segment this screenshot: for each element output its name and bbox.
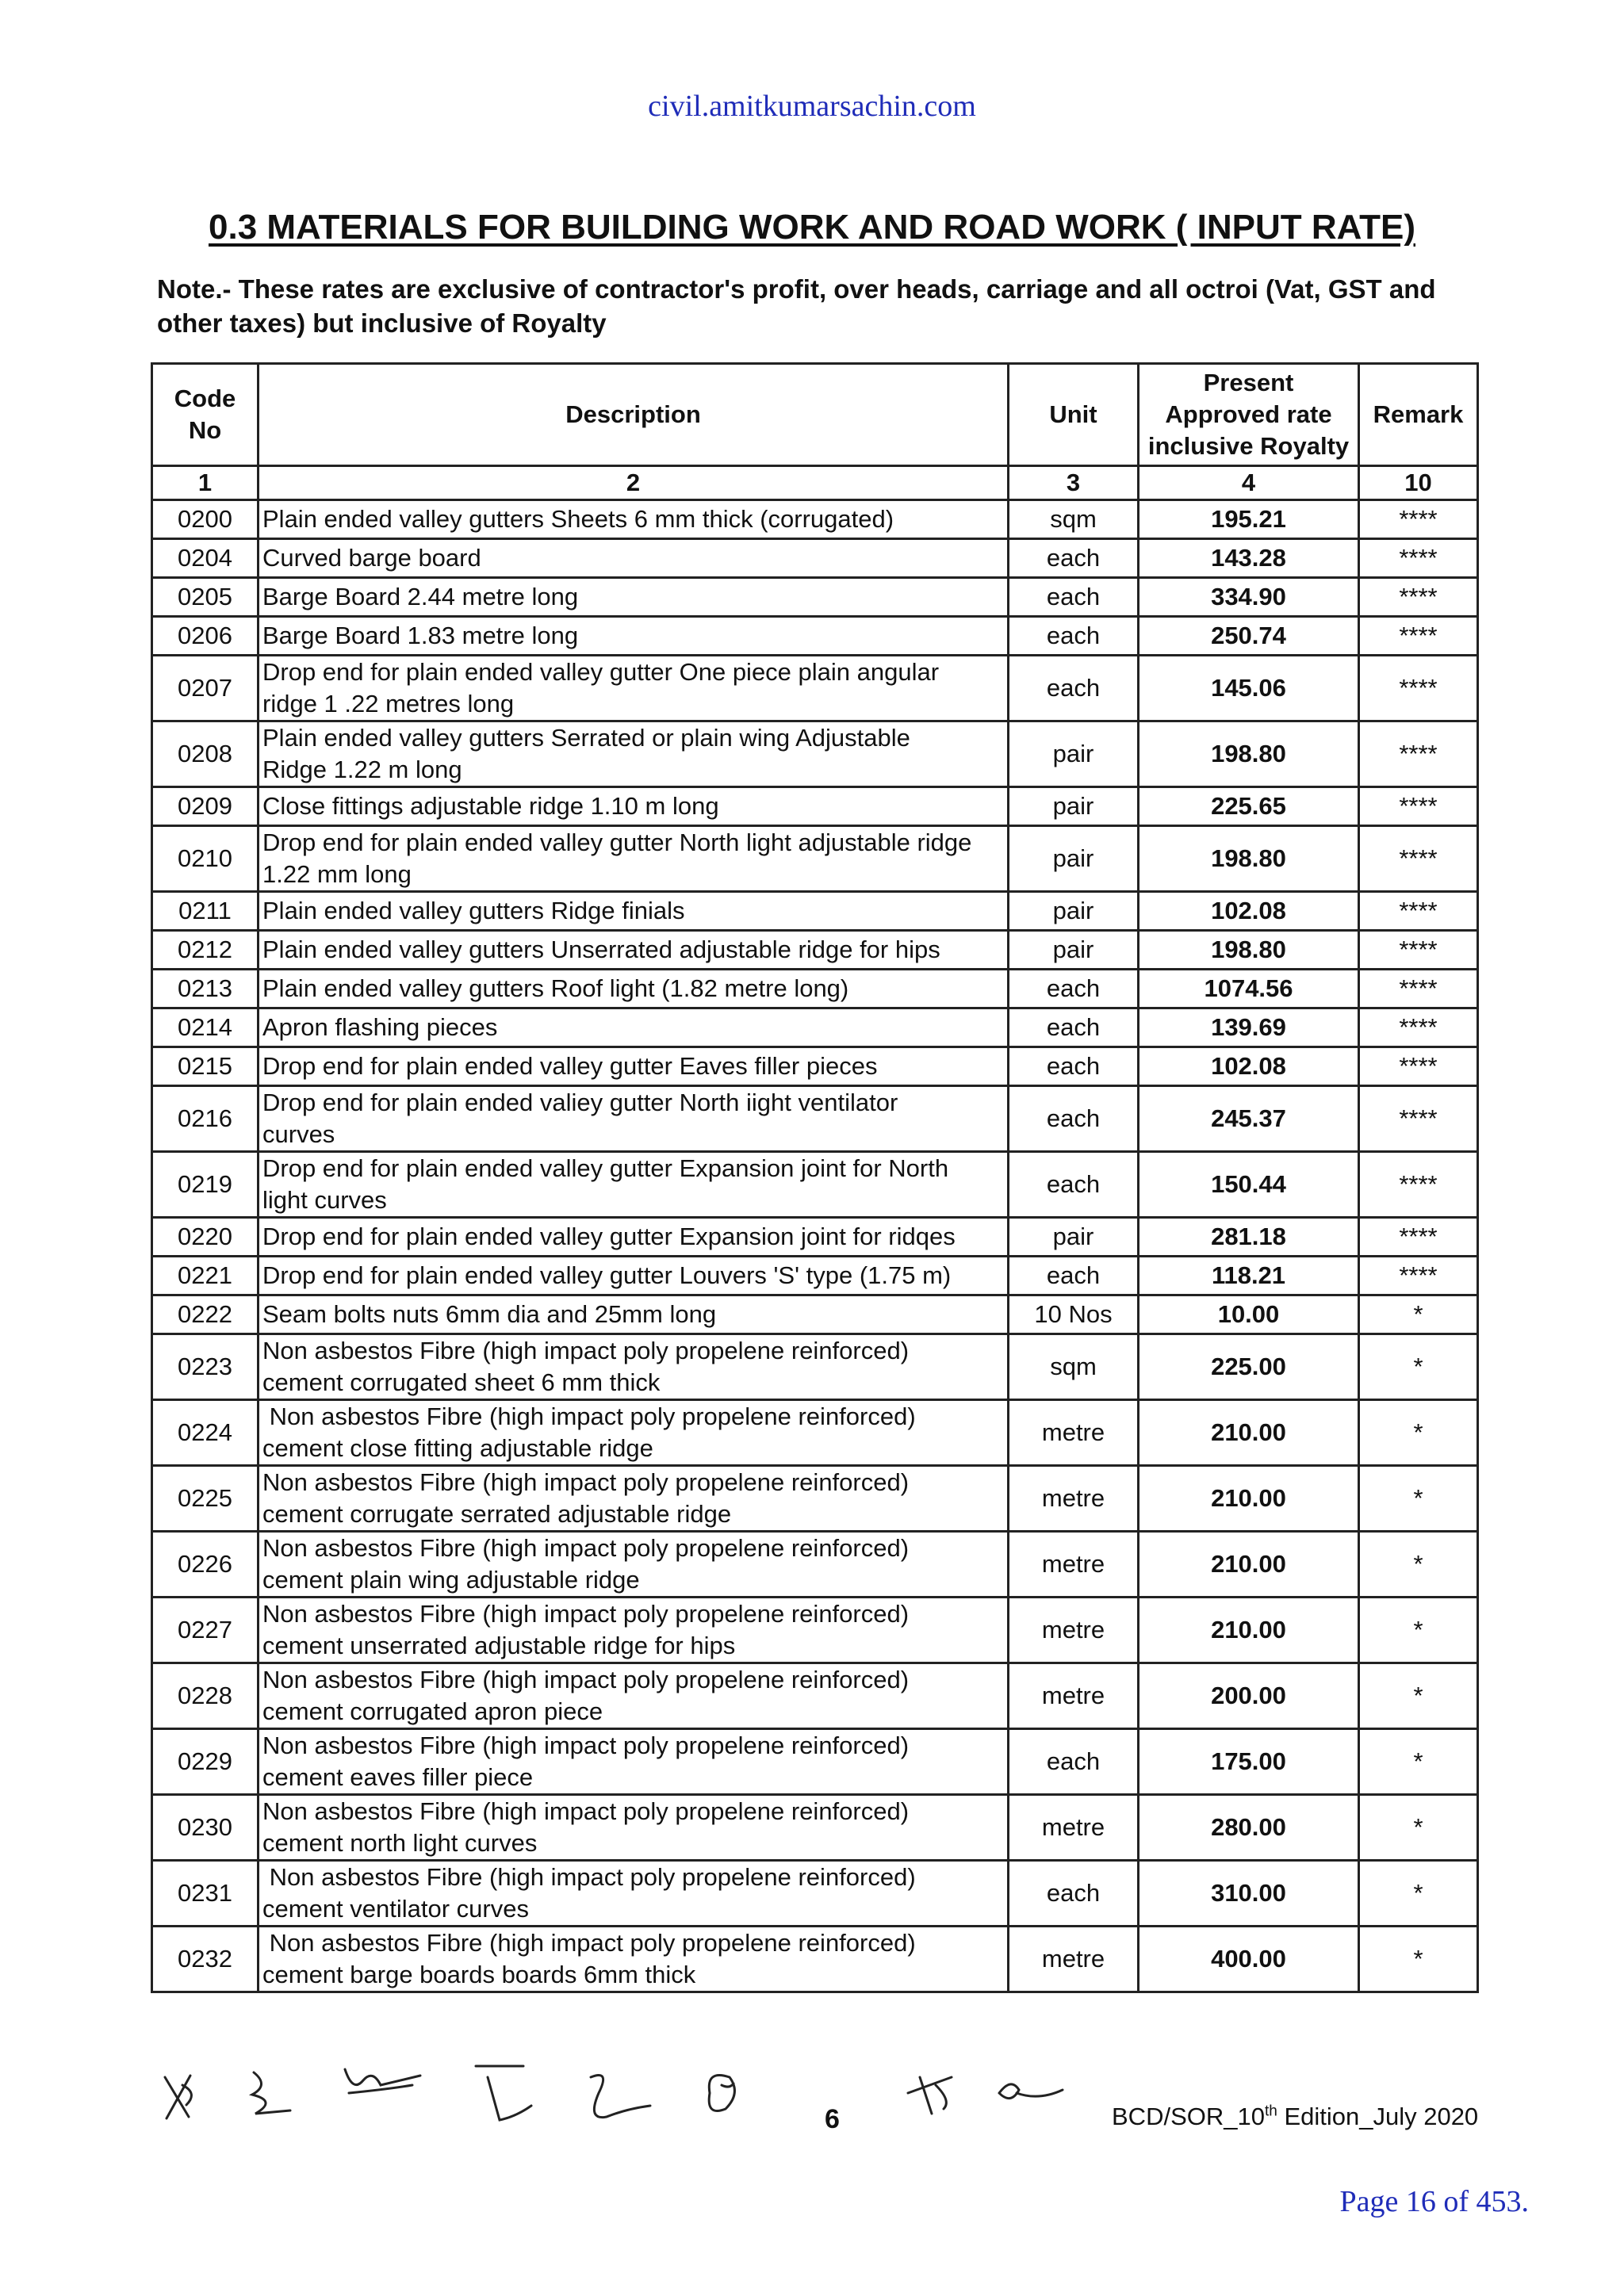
signature-mark [999,2084,1063,2099]
column-number: 1 [152,466,259,500]
table-row [152,1047,1478,1086]
row-unit: each [1009,578,1139,617]
row-rate: 139.69 [1139,1008,1359,1047]
table-row [152,539,1478,578]
row-rate: 195.21 [1139,500,1359,539]
row-unit: pair [1009,721,1139,787]
row-description: Seam bolts nuts 6mm dia and 25mm long [259,1295,1009,1334]
table-row [152,1152,1478,1218]
row-description: Non asbestos Fibre (high impact poly propelene reinforced) cement corrugated sheet 6 mm thick [259,1334,1009,1400]
column-number: 3 [1009,466,1139,500]
row-remark: * [1359,1466,1478,1532]
column-number: 4 [1139,466,1359,500]
row-code: 0214 [152,1008,259,1047]
row-remark: **** [1359,721,1478,787]
row-description: Non asbestos Fibre (high impact poly propelene reinforced) cement barge boards boards 6mm thick [259,1927,1009,1992]
row-remark: **** [1359,617,1478,656]
row-remark: * [1359,1795,1478,1861]
row-remark: * [1359,1400,1478,1466]
row-description: Plain ended valley gutters Sheets 6 mm thick (corrugated) [259,500,1009,539]
edition-label [1112,2103,1478,2131]
column-number: 10 [1359,466,1478,500]
row-unit: metre [1009,1532,1139,1598]
row-rate: 198.80 [1139,931,1359,970]
signature-mark [709,2076,734,2111]
row-remark: **** [1359,539,1478,578]
table-row [152,1729,1478,1795]
header-unit: Unit [1009,364,1139,466]
signature-mark [591,2076,650,2118]
row-remark: * [1359,1295,1478,1334]
row-unit: metre [1009,1400,1139,1466]
table-row [152,1532,1478,1598]
table-row [152,931,1478,970]
table-row [152,970,1478,1008]
row-code: 0229 [152,1729,259,1795]
row-code: 0232 [152,1927,259,1992]
row-description: Non asbestos Fibre (high impact poly propelene reinforced) cement close fitting adjustable ridge [259,1400,1009,1466]
row-unit: each [1009,1257,1139,1295]
row-rate: 200.00 [1139,1663,1359,1729]
table-row [152,656,1478,721]
row-code: 0221 [152,1257,259,1295]
row-code: 0207 [152,656,259,721]
row-unit: sqm [1009,1334,1139,1400]
row-description: Close fittings adjustable ridge 1.10 m long [259,787,1009,826]
row-rate: 210.00 [1139,1598,1359,1663]
row-code: 0227 [152,1598,259,1663]
row-remark: **** [1359,656,1478,721]
row-rate: 210.00 [1139,1532,1359,1598]
rates-table [151,362,1479,1993]
row-remark: * [1359,1861,1478,1927]
row-code: 0225 [152,1466,259,1532]
table-row [152,1218,1478,1257]
header-rate: Present Approved rate inclusive Royalty [1139,364,1359,466]
row-unit: pair [1009,931,1139,970]
row-remark: **** [1359,1008,1478,1047]
row-rate: 198.80 [1139,826,1359,892]
row-description: Non asbestos Fibre (high impact poly propelene reinforced) cement corrugate serrated adjustable ridge [259,1466,1009,1532]
row-unit: each [1009,656,1139,721]
row-code: 0210 [152,826,259,892]
row-remark: **** [1359,500,1478,539]
row-unit: pair [1009,892,1139,931]
table-row [152,892,1478,931]
row-code: 0205 [152,578,259,617]
row-remark: **** [1359,826,1478,892]
table-row [152,1086,1478,1152]
row-remark: **** [1359,787,1478,826]
row-unit: each [1009,1861,1139,1927]
row-remark: * [1359,1927,1478,1992]
row-code: 0224 [152,1400,259,1466]
row-description: Drop end for plain ended valiey gutter North iight ventilator curves [259,1086,1009,1152]
edition-prefix: BCD/SOR_10 [1112,2103,1265,2130]
row-unit: each [1009,1008,1139,1047]
row-description: Non asbestos Fibre (high impact poly propelene reinforced) cement eaves filler piece [259,1729,1009,1795]
signatures [151,2061,1102,2133]
row-rate: 118.21 [1139,1257,1359,1295]
table-row [152,1295,1478,1334]
row-description: Non asbestos Fibre (high impact poly propelene reinforced) cement ventilator curves [259,1861,1009,1927]
row-rate: 10.00 [1139,1295,1359,1334]
table-row [152,1598,1478,1663]
row-description: Non asbestos Fibre (high impact poly propelene reinforced) cement plain wing adjustable ridge [259,1532,1009,1598]
table-header-row [152,364,1478,466]
row-code: 0222 [152,1295,259,1334]
row-unit: metre [1009,1795,1139,1861]
row-description: Barge Board 1.83 metre long [259,617,1009,656]
row-unit: metre [1009,1466,1139,1532]
table-row [152,1008,1478,1047]
row-unit: pair [1009,1218,1139,1257]
row-code: 0215 [152,1047,259,1086]
table-row [152,617,1478,656]
row-rate: 210.00 [1139,1466,1359,1532]
row-unit: each [1009,1086,1139,1152]
table-row [152,721,1478,787]
row-rate: 250.74 [1139,617,1359,656]
row-code: 0211 [152,892,259,931]
row-remark: * [1359,1532,1478,1598]
row-code: 0204 [152,539,259,578]
row-unit: each [1009,1152,1139,1218]
row-description: Non asbestos Fibre (high impact poly propelene reinforced) cement north light curves [259,1795,1009,1861]
row-unit: each [1009,617,1139,656]
row-description: Drop end for plain ended valley gutter Expansion joint for North light curves [259,1152,1009,1218]
row-description: Non asbestos Fibre (high impact poly propelene reinforced) cement corrugated apron piece [259,1663,1009,1729]
row-rate: 198.80 [1139,721,1359,787]
row-rate: 102.08 [1139,892,1359,931]
row-description: Drop end for plain ended valley gutter Eaves filler pieces [259,1047,1009,1086]
row-code: 0209 [152,787,259,826]
row-unit: metre [1009,1598,1139,1663]
row-remark: **** [1359,1218,1478,1257]
table-row [152,1400,1478,1466]
row-code: 0226 [152,1532,259,1598]
table-row [152,500,1478,539]
row-code: 0223 [152,1334,259,1400]
row-remark: **** [1359,1257,1478,1295]
table-row [152,1795,1478,1861]
edition-suffix: Edition_July 2020 [1277,2103,1479,2130]
row-code: 0230 [152,1795,259,1861]
row-unit: each [1009,970,1139,1008]
row-description: Drop end for plain ended valley gutter Expansion joint for ridqes [259,1218,1009,1257]
row-rate: 143.28 [1139,539,1359,578]
row-unit: 10 Nos [1009,1295,1139,1334]
row-code: 0212 [152,931,259,970]
row-unit: pair [1009,787,1139,826]
row-unit: each [1009,1729,1139,1795]
row-description: Plain ended valley gutters Unserrated adjustable ridge for hips [259,931,1009,970]
row-description: Non asbestos Fibre (high impact poly propelene reinforced) cement unserrated adjustable ridge for hips [259,1598,1009,1663]
header-description: Description [259,364,1009,466]
page-title: 0.3 MATERIALS FOR BUILDING WORK AND ROAD WORK ( INPUT RATE) [209,208,1415,247]
row-rate: 102.08 [1139,1047,1359,1086]
row-rate: 280.00 [1139,1795,1359,1861]
row-rate: 310.00 [1139,1861,1359,1927]
row-unit: metre [1009,1663,1139,1729]
row-rate: 400.00 [1139,1927,1359,1992]
table-row [152,1927,1478,1992]
row-rate: 225.65 [1139,787,1359,826]
row-rate: 245.37 [1139,1086,1359,1152]
signature-mark [908,2077,952,2114]
row-code: 0220 [152,1218,259,1257]
row-remark: **** [1359,578,1478,617]
row-remark: * [1359,1729,1478,1795]
row-description: Plain ended valley gutters Serrated or plain wing Adjustable Ridge 1.22 m long [259,721,1009,787]
row-rate: 334.90 [1139,578,1359,617]
table-row [152,1861,1478,1927]
row-description: Curved barge board [259,539,1009,578]
row-code: 0208 [152,721,259,787]
row-description: Drop end for plain ended valley gutter Louvers 'S' type (1.75 m) [259,1257,1009,1295]
row-unit: sqm [1009,500,1139,539]
table-row [152,826,1478,892]
column-number: 2 [259,466,1009,500]
header-code: Code No [152,364,259,466]
table-row [152,787,1478,826]
table-body [152,500,1478,1992]
page-number: 6 [825,2104,840,2134]
row-code: 0206 [152,617,259,656]
note-text: Note.- These rates are exclusive of contractor's profit, over heads, carriage and all octroi (Vat, GST and other taxes) but inclusive of Royalty [157,274,1436,338]
row-unit: metre [1009,1927,1139,1992]
row-description: Drop end for plain ended valley gutter North light adjustable ridge 1.22 mm long [259,826,1009,892]
row-remark: * [1359,1334,1478,1400]
table-row [152,1257,1478,1295]
site-url[interactable]: civil.amitkumarsachin.com [648,90,976,123]
signature-mark [252,2072,290,2114]
table-row [152,578,1478,617]
row-rate: 1074.56 [1139,970,1359,1008]
row-unit: pair [1009,826,1139,892]
header-remark: Remark [1359,364,1478,466]
row-code: 0228 [152,1663,259,1729]
signature-mark [476,2066,531,2120]
row-rate: 210.00 [1139,1400,1359,1466]
row-description: Barge Board 2.44 metre long [259,578,1009,617]
signature-mark [345,2069,420,2093]
row-remark: **** [1359,1152,1478,1218]
row-rate: 281.18 [1139,1218,1359,1257]
row-remark: **** [1359,1047,1478,1086]
page-count: Page 16 of 453. [1339,2185,1529,2218]
row-code: 0213 [152,970,259,1008]
row-code: 0200 [152,500,259,539]
row-rate: 175.00 [1139,1729,1359,1795]
row-unit: each [1009,1047,1139,1086]
row-description: Plain ended valley gutters Roof light (1.82 metre long) [259,970,1009,1008]
edition-superscript: th [1264,2103,1277,2120]
row-rate: 145.06 [1139,656,1359,721]
row-unit: each [1009,539,1139,578]
table-row [152,1466,1478,1532]
row-description: Drop end for plain ended valley gutter One piece plain angular ridge 1 .22 metres long [259,656,1009,721]
row-code: 0231 [152,1861,259,1927]
signature-mark [165,2076,191,2118]
table-row [152,1663,1478,1729]
row-code: 0216 [152,1086,259,1152]
row-description: Apron flashing pieces [259,1008,1009,1047]
row-remark: **** [1359,892,1478,931]
row-remark: * [1359,1663,1478,1729]
row-code: 0219 [152,1152,259,1218]
table-row [152,1334,1478,1400]
row-remark: **** [1359,970,1478,1008]
column-number-row [152,466,1478,500]
row-remark: **** [1359,931,1478,970]
row-remark: * [1359,1598,1478,1663]
row-rate: 225.00 [1139,1334,1359,1400]
row-description: Plain ended valley gutters Ridge finials [259,892,1009,931]
row-remark: **** [1359,1086,1478,1152]
row-rate: 150.44 [1139,1152,1359,1218]
